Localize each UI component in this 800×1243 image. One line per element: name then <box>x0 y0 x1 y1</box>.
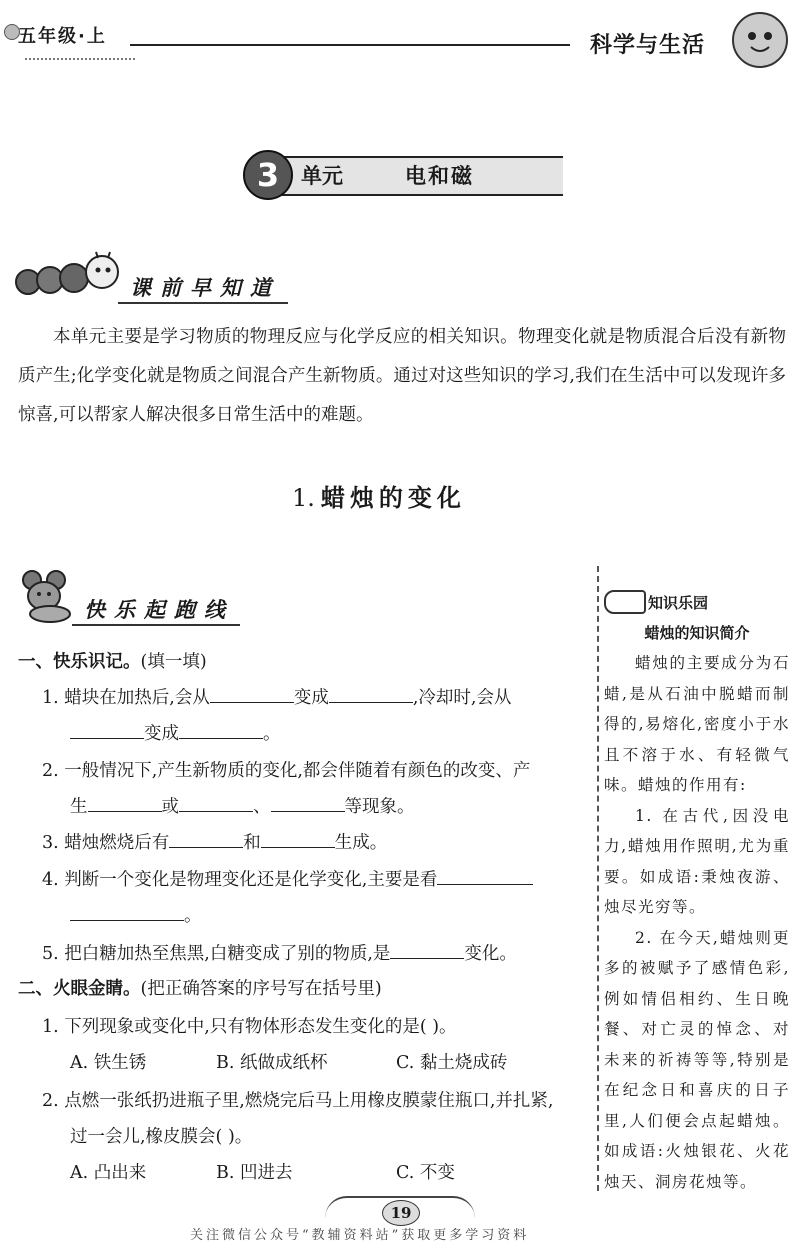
page-number: 19 <box>382 1200 420 1226</box>
s1-q1-text-a: 蜡块在加热后,会从 <box>64 688 210 708</box>
unit-banner <box>243 150 565 198</box>
s1-q4-text-a: 判断一个变化是物理变化还是化学变化,主要是看 <box>64 870 438 890</box>
s1-q5-num: 5. <box>42 944 59 964</box>
s2-q2-line1 <box>42 1087 553 1112</box>
s1-q2-text-a: 一般情况下,产生新物质的变化,都会伴随着有颜色的改变、产 <box>64 761 531 781</box>
s1-q3-num: 3. <box>42 833 59 853</box>
answer-blank[interactable] <box>179 720 263 739</box>
s1-q5-text-b: 变化。 <box>464 944 517 964</box>
section2-heading <box>18 975 382 1000</box>
footer-text: 关注微信公众号“教辅资料站”获取更多学习资料 <box>190 1228 530 1243</box>
s1-q3-text-b: 和 <box>243 833 261 853</box>
practice-heading-line <box>72 624 240 626</box>
s1-q2-text-e: 等现象。 <box>344 797 415 817</box>
s1-q3 <box>42 829 387 854</box>
section1-heading <box>18 648 207 673</box>
s1-q2-text-c: 或 <box>161 797 179 817</box>
s2-q2-text: 点燃一张纸扔进瓶子里,燃烧完后马上用橡皮膜蒙住瓶口,并扎紧, <box>64 1091 554 1111</box>
s1-q2-text-b: 生 <box>70 797 88 817</box>
sidebar-body <box>604 648 790 1197</box>
s2-q1-option-c[interactable]: C. 黏土烧成砖 <box>396 1053 508 1073</box>
answer-blank[interactable] <box>88 793 162 812</box>
s2-q2-option-a[interactable]: A. 凸出来 <box>70 1163 147 1183</box>
s1-q5-text-a: 把白糖加热至焦黑,白糖变成了别的物质,是 <box>64 944 391 964</box>
unit-title: 电和磁 <box>405 164 474 188</box>
preview-heading: 课前早知道 <box>130 276 280 300</box>
answer-blank[interactable] <box>169 829 243 848</box>
subject-title: 科学与生活 <box>590 33 706 58</box>
mascot-icon <box>732 12 788 68</box>
sidebar-paragraph-2: 1. 在古代,因没电力,蜡烛用作照明,尤为重要。如成语:秉烛夜游、烛尽光穷等。 <box>604 806 790 916</box>
s2-q2-option-b[interactable]: B. 凹进去 <box>216 1163 293 1183</box>
sidebar-divider <box>597 566 599 1191</box>
s1-q1-text-e: 。 <box>263 724 281 744</box>
answer-blank[interactable] <box>210 684 294 703</box>
answer-blank[interactable] <box>179 793 253 812</box>
s1-q1-text-b: 变成 <box>293 688 329 708</box>
s1-q4-line1 <box>42 866 533 891</box>
s1-q1-text-c: ,冷却时,会从 <box>412 688 512 708</box>
s1-q1-line2 <box>70 720 281 745</box>
lesson-title <box>292 478 466 513</box>
grade-label: 五年级·上 <box>18 26 107 47</box>
lesson-number: 1. <box>292 484 315 512</box>
s2-q1-text: 下列现象或变化中,只有物体形态发生变化的是( )。 <box>64 1017 457 1037</box>
section1-note: (填一填) <box>140 652 207 672</box>
answer-blank[interactable] <box>390 940 464 959</box>
s2-q1 <box>42 1013 457 1038</box>
header-dots <box>25 52 135 60</box>
section1-title: 一、快乐识记。 <box>18 652 141 672</box>
answer-blank[interactable] <box>437 866 533 885</box>
s1-q1-line1 <box>42 684 511 709</box>
s1-q5 <box>42 940 517 965</box>
header-rule <box>130 44 570 46</box>
s1-q2-num: 2. <box>42 761 59 781</box>
section2-title: 二、火眼金睛。 <box>18 979 141 999</box>
unit-label: 单元 <box>301 164 343 188</box>
s1-q3-text-a: 蜡烛燃烧后有 <box>64 833 170 853</box>
s1-q4-text-b: 。 <box>184 906 202 926</box>
answer-blank[interactable] <box>329 684 413 703</box>
answer-blank[interactable] <box>271 793 345 812</box>
sidebar-paragraph-3: 2. 在今天,蜡烛则更多的被赋予了感情色彩,例如情侣相约、生日晚餐、对亡灵的悼念、对未来的祈祷等等,特别是在纪念日和喜庆的日子里,人们便会点起蜡烛。如成语:火烛银花、火花烛天、洞房花烛等。 <box>604 928 790 1191</box>
answer-blank[interactable] <box>70 720 144 739</box>
s1-q3-text-c: 生成。 <box>334 833 388 853</box>
practice-heading: 快乐起跑线 <box>84 598 234 622</box>
s2-q1-num: 1. <box>42 1017 59 1037</box>
s2-q2-num: 2. <box>42 1091 59 1111</box>
answer-blank[interactable] <box>261 829 335 848</box>
s1-q1-num: 1. <box>42 688 59 708</box>
preview-heading-line <box>118 302 288 304</box>
s1-q2-line1 <box>42 757 530 782</box>
s1-q2-text-d: 、 <box>253 797 271 817</box>
sidebar-paragraph-1: 蜡烛的主要成分为石蜡,是从石油中脱蜡而制得的,易熔化,密度小于水且不溶于水、有轻微气味。蜡烛的作用有: <box>604 654 790 794</box>
pointing-hand-icon <box>604 590 646 614</box>
s2-q1-option-b[interactable]: B. 纸做成纸杯 <box>216 1053 328 1073</box>
s1-q1-text-d: 变成 <box>144 724 179 744</box>
sidebar-title: 知识乐园 <box>648 594 709 612</box>
unit-number: 3 <box>243 150 293 200</box>
lesson-name: 蜡烛的变化 <box>320 484 466 512</box>
sidebar-subtitle: 蜡烛的知识简介 <box>644 624 750 642</box>
section2-note: (把正确答案的序号写在括号里) <box>140 979 382 999</box>
answer-blank[interactable] <box>70 902 184 921</box>
s2-q1-option-a[interactable]: A. 铁生锈 <box>70 1053 147 1073</box>
caterpillar-icon <box>14 248 124 296</box>
s2-q2-line2: 过一会儿,橡皮膜会( )。 <box>70 1127 253 1147</box>
s1-q4-num: 4. <box>42 870 59 890</box>
preview-text: 本单元主要是学习物质的物理反应与化学反应的相关知识。物理变化就是物质混合后没有新物质产生;化学变化就是物质之间混合产生新物质。通过对这些知识的学习,我们在生活中可以发现许多惊喜,可以帮家人解决很多日常生活中的难题。 <box>18 327 786 425</box>
s1-q2-line2 <box>70 793 415 818</box>
s2-q2-option-c[interactable]: C. 不变 <box>396 1163 455 1183</box>
s1-q4-line2 <box>70 902 202 927</box>
